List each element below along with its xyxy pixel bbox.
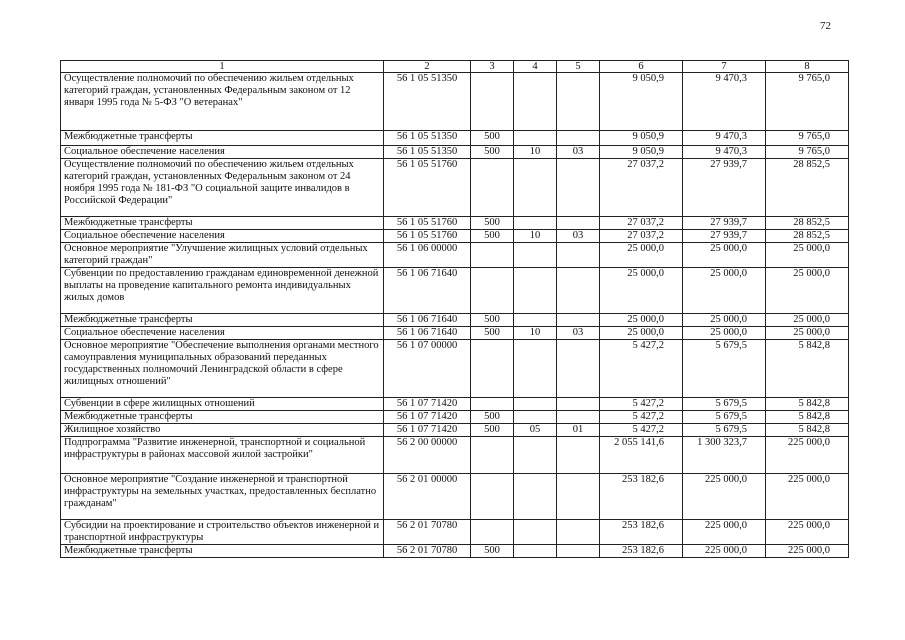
- row-value-8: 225 000,0: [766, 474, 849, 520]
- row-value-7: 225 000,0: [683, 545, 766, 558]
- table-row: [61, 217, 849, 230]
- page-number: 72: [820, 20, 831, 32]
- table-row: [61, 545, 849, 558]
- row-c3: [471, 437, 514, 474]
- row-value-7: 1 300 323,7: [683, 437, 766, 474]
- table-body: [61, 73, 849, 558]
- row-c4: 10: [514, 146, 557, 159]
- row-c5: [557, 398, 600, 411]
- row-value-6: 25 000,0: [600, 327, 683, 340]
- table-row: [61, 398, 849, 411]
- row-value-6: 25 000,0: [600, 268, 683, 314]
- row-value-7: 5 679,5: [683, 424, 766, 437]
- row-name: Субсидии на проектирование и строительство объектов инженерной и транспортной инфраструктуры: [61, 520, 384, 545]
- row-c3: [471, 340, 514, 398]
- col-header-6: 6: [600, 61, 683, 73]
- row-code: 56 2 00 00000: [384, 437, 471, 474]
- row-c4: [514, 411, 557, 424]
- row-value-7: 5 679,5: [683, 411, 766, 424]
- table-row: [61, 327, 849, 340]
- row-value-7: 225 000,0: [683, 474, 766, 520]
- col-header-7: 7: [683, 61, 766, 73]
- row-value-8: 28 852,5: [766, 159, 849, 217]
- row-value-6: 253 182,6: [600, 520, 683, 545]
- row-value-8: 5 842,8: [766, 424, 849, 437]
- row-value-7: 9 470,3: [683, 73, 766, 131]
- row-value-7: 25 000,0: [683, 268, 766, 314]
- row-name: Социальное обеспечение населения: [61, 146, 384, 159]
- row-value-6: 253 182,6: [600, 545, 683, 558]
- row-code: 56 1 05 51350: [384, 131, 471, 146]
- table-row: [61, 424, 849, 437]
- row-c3: 500: [471, 327, 514, 340]
- row-value-8: 225 000,0: [766, 520, 849, 545]
- row-value-6: 5 427,2: [600, 424, 683, 437]
- row-name: Субвенции по предоставлению гражданам единовременной денежной выплаты на проведение капитального ремонта индивидуальных жилых домов: [61, 268, 384, 314]
- row-code: 56 1 06 71640: [384, 268, 471, 314]
- row-code: 56 2 01 00000: [384, 474, 471, 520]
- row-value-8: 25 000,0: [766, 314, 849, 327]
- row-value-8: 9 765,0: [766, 73, 849, 131]
- row-c4: 05: [514, 424, 557, 437]
- row-code: 56 1 06 71640: [384, 314, 471, 327]
- row-value-7: 27 939,7: [683, 230, 766, 243]
- table-row: [61, 243, 849, 268]
- row-code: 56 1 07 71420: [384, 398, 471, 411]
- row-value-8: 28 852,5: [766, 217, 849, 230]
- row-name: Основное мероприятие "Улучшение жилищных условий отдельных категорий граждан": [61, 243, 384, 268]
- row-value-8: 9 765,0: [766, 146, 849, 159]
- row-c4: [514, 217, 557, 230]
- row-value-6: 2 055 141,6: [600, 437, 683, 474]
- row-c3: [471, 474, 514, 520]
- row-value-6: 5 427,2: [600, 340, 683, 398]
- row-c5: 03: [557, 146, 600, 159]
- row-c5: 03: [557, 327, 600, 340]
- row-c3: 500: [471, 424, 514, 437]
- row-value-8: 9 765,0: [766, 131, 849, 146]
- table-row: [61, 437, 849, 474]
- row-c5: [557, 545, 600, 558]
- row-value-7: 9 470,3: [683, 146, 766, 159]
- row-c5: [557, 520, 600, 545]
- table-row: [61, 159, 849, 217]
- row-value-6: 27 037,2: [600, 230, 683, 243]
- row-c3: [471, 520, 514, 545]
- row-c5: 03: [557, 230, 600, 243]
- row-value-6: 5 427,2: [600, 411, 683, 424]
- header-row: [61, 61, 849, 73]
- row-c4: [514, 474, 557, 520]
- row-c3: 500: [471, 230, 514, 243]
- col-header-5: 5: [557, 61, 600, 73]
- row-c3: 500: [471, 146, 514, 159]
- row-code: 56 1 05 51760: [384, 230, 471, 243]
- row-c5: [557, 474, 600, 520]
- row-c5: [557, 159, 600, 217]
- table-row: [61, 474, 849, 520]
- row-c4: 10: [514, 230, 557, 243]
- row-code: 56 1 05 51760: [384, 217, 471, 230]
- row-name: Осуществление полномочий по обеспечению жильем отдельных категорий граждан, установленных Федеральным законом от 24 ноября 1995 года № 181-ФЗ "О социальной защите инвалидов в Российской Федерации": [61, 159, 384, 217]
- row-c3: [471, 73, 514, 131]
- row-value-6: 27 037,2: [600, 217, 683, 230]
- row-name: Межбюджетные трансферты: [61, 131, 384, 146]
- row-name: Основное мероприятие "Создание инженерной и транспортной инфраструктуры на земельных участках, предоставленных бесплатно гражданам": [61, 474, 384, 520]
- row-code: 56 1 06 71640: [384, 327, 471, 340]
- row-value-6: 27 037,2: [600, 159, 683, 217]
- row-c5: [557, 340, 600, 398]
- row-name: Субвенции в сфере жилищных отношений: [61, 398, 384, 411]
- row-name: Социальное обеспечение населения: [61, 327, 384, 340]
- row-value-8: 5 842,8: [766, 340, 849, 398]
- row-value-8: 25 000,0: [766, 327, 849, 340]
- row-name: Межбюджетные трансферты: [61, 314, 384, 327]
- row-code: 56 1 07 00000: [384, 340, 471, 398]
- table-row: [61, 230, 849, 243]
- row-c3: [471, 243, 514, 268]
- table-row: [61, 131, 849, 146]
- row-c3: 500: [471, 314, 514, 327]
- row-name: Межбюджетные трансферты: [61, 411, 384, 424]
- row-c4: [514, 314, 557, 327]
- row-c4: [514, 268, 557, 314]
- row-c4: [514, 398, 557, 411]
- row-name: Подпрограмма "Развитие инженерной, транспортной и социальной инфраструктуры в районах массовой жилой застройки": [61, 437, 384, 474]
- budget-table: [60, 60, 849, 558]
- row-c3: 500: [471, 545, 514, 558]
- row-value-6: 9 050,9: [600, 146, 683, 159]
- row-c3: 500: [471, 217, 514, 230]
- col-header-1: 1: [61, 61, 384, 73]
- row-value-6: 9 050,9: [600, 73, 683, 131]
- col-header-2: 2: [384, 61, 471, 73]
- row-value-6: 25 000,0: [600, 314, 683, 327]
- row-code: 56 2 01 70780: [384, 545, 471, 558]
- row-c3: 500: [471, 131, 514, 146]
- table-row: [61, 146, 849, 159]
- row-c4: [514, 243, 557, 268]
- row-value-6: 253 182,6: [600, 474, 683, 520]
- row-c3: [471, 268, 514, 314]
- row-value-6: 9 050,9: [600, 131, 683, 146]
- row-value-8: 5 842,8: [766, 411, 849, 424]
- row-value-7: 25 000,0: [683, 314, 766, 327]
- table-row: [61, 340, 849, 398]
- row-c3: 500: [471, 411, 514, 424]
- row-value-8: 25 000,0: [766, 268, 849, 314]
- row-c5: [557, 73, 600, 131]
- col-header-4: 4: [514, 61, 557, 73]
- row-value-7: 5 679,5: [683, 398, 766, 411]
- row-value-7: 5 679,5: [683, 340, 766, 398]
- row-c3: [471, 398, 514, 411]
- row-name: Межбюджетные трансферты: [61, 545, 384, 558]
- row-code: 56 1 07 71420: [384, 424, 471, 437]
- row-c4: [514, 131, 557, 146]
- row-value-7: 25 000,0: [683, 243, 766, 268]
- row-value-8: 5 842,8: [766, 398, 849, 411]
- row-value-7: 27 939,7: [683, 159, 766, 217]
- table-row: [61, 73, 849, 131]
- row-name: Межбюджетные трансферты: [61, 217, 384, 230]
- col-header-8: 8: [766, 61, 849, 73]
- row-c5: [557, 243, 600, 268]
- row-value-7: 27 939,7: [683, 217, 766, 230]
- row-c3: [471, 159, 514, 217]
- row-code: 56 2 01 70780: [384, 520, 471, 545]
- col-header-3: 3: [471, 61, 514, 73]
- row-value-7: 9 470,3: [683, 131, 766, 146]
- row-value-6: 25 000,0: [600, 243, 683, 268]
- table-row: [61, 411, 849, 424]
- row-c5: [557, 131, 600, 146]
- row-name: Основное мероприятие "Обеспечение выполнения органами местного самоуправления муниципальных образований переданных государственных полномочий Ленинградской области в сфере жилищных отношений": [61, 340, 384, 398]
- row-c4: [514, 73, 557, 131]
- row-c5: [557, 437, 600, 474]
- row-c4: [514, 545, 557, 558]
- row-c4: [514, 340, 557, 398]
- row-name: Жилищное хозяйство: [61, 424, 384, 437]
- table-row: [61, 314, 849, 327]
- row-c4: [514, 437, 557, 474]
- row-value-6: 5 427,2: [600, 398, 683, 411]
- row-c4: 10: [514, 327, 557, 340]
- row-name: Осуществление полномочий по обеспечению жильем отдельных категорий граждан, установленных Федеральным законом от 12 января 1995 года № 5-ФЗ "О ветеранах": [61, 73, 384, 131]
- row-c5: 01: [557, 424, 600, 437]
- row-value-7: 25 000,0: [683, 327, 766, 340]
- row-c4: [514, 520, 557, 545]
- row-value-8: 225 000,0: [766, 437, 849, 474]
- row-code: 56 1 05 51760: [384, 159, 471, 217]
- row-c5: [557, 411, 600, 424]
- row-value-8: 28 852,5: [766, 230, 849, 243]
- row-name: Социальное обеспечение населения: [61, 230, 384, 243]
- row-code: 56 1 07 71420: [384, 411, 471, 424]
- table-row: [61, 268, 849, 314]
- row-code: 56 1 05 51350: [384, 146, 471, 159]
- table-row: [61, 520, 849, 545]
- row-c5: [557, 217, 600, 230]
- row-value-8: 225 000,0: [766, 545, 849, 558]
- row-value-7: 225 000,0: [683, 520, 766, 545]
- row-value-8: 25 000,0: [766, 243, 849, 268]
- row-c4: [514, 159, 557, 217]
- row-c5: [557, 268, 600, 314]
- row-code: 56 1 06 00000: [384, 243, 471, 268]
- row-c5: [557, 314, 600, 327]
- row-code: 56 1 05 51350: [384, 73, 471, 131]
